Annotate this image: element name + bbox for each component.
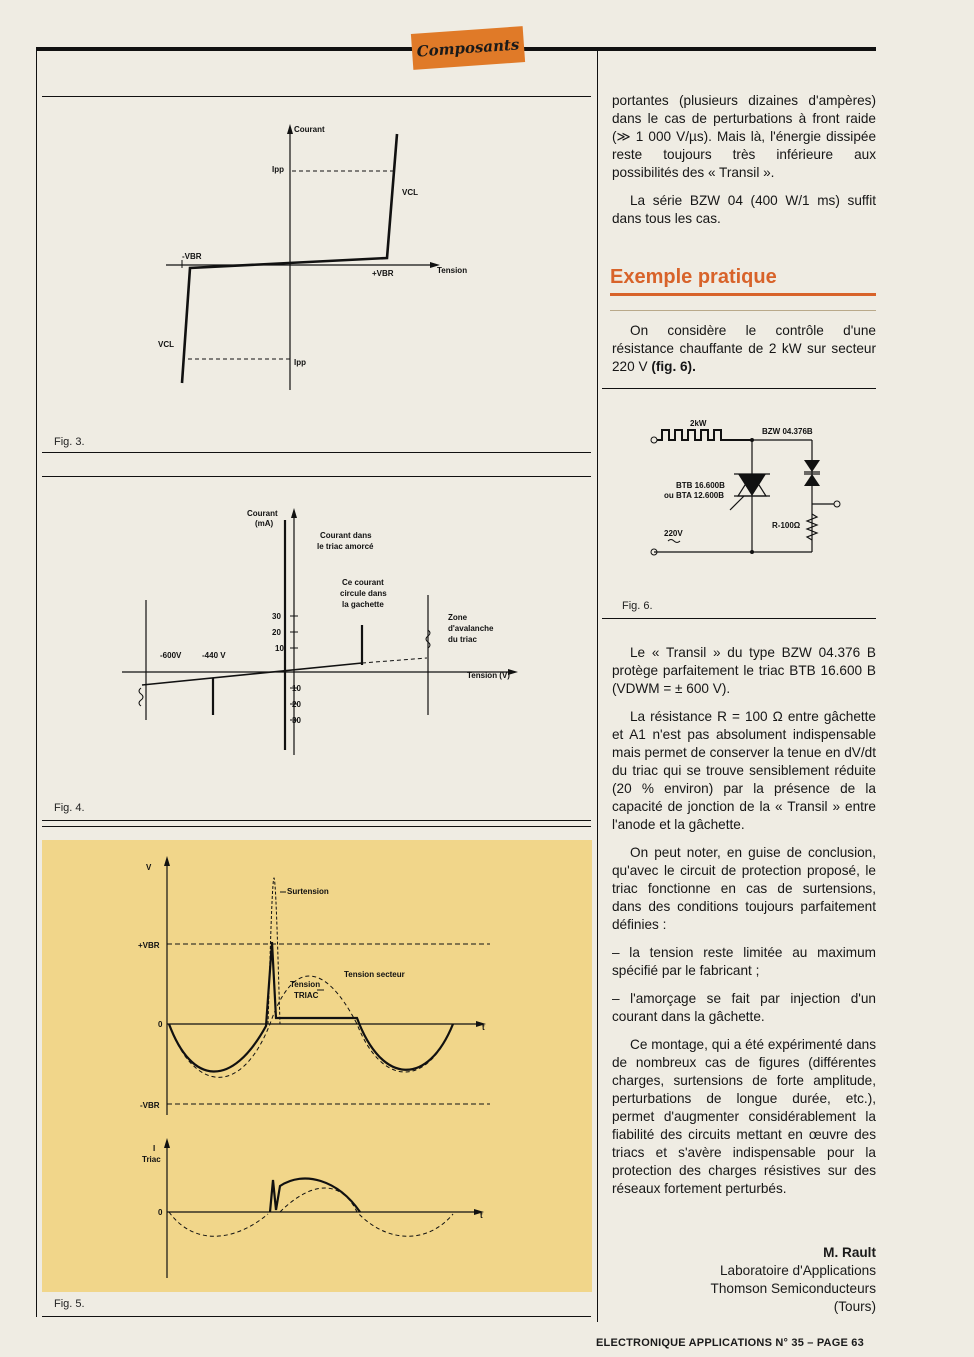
fig6-caption: Fig. 6.: [622, 600, 653, 612]
paragraph-2: La série BZW 04 (400 W/1 ms) suffit dans tous les cas.: [612, 193, 876, 226]
fig5-neg-vbr-label: -VBR: [140, 1101, 160, 1110]
fig4-zone-line1: Zone: [448, 613, 468, 622]
fig5-top-rule: [42, 826, 591, 827]
fig6-btb-line1: BTB 16.600B: [676, 481, 725, 490]
left-rule: [36, 47, 37, 1317]
fig3-vcl-left-label: VCL: [158, 340, 174, 349]
fig4-zone-line3: du triac: [448, 635, 477, 644]
fig5-triac-label: Triac: [142, 1155, 161, 1164]
paragraph-3-text: On considère le contrôle d'une résistance chauffante de 2 kW sur secteur 220 V: [612, 323, 876, 374]
paragraph-6: On peut noter, en guise de conclusion, qu'avec le circuit de protection proposé, le triac fonctionne en cas de surtensions, dans des conditions toujours parfaitement définies :: [612, 845, 876, 932]
section-tag: Composants: [411, 26, 525, 70]
fig4-600v-label: -600V: [160, 651, 182, 660]
page-footer: ELECTRONIQUE APPLICATIONS N° 35 – PAGE 63: [596, 1337, 864, 1349]
author-city: (Tours): [833, 1299, 876, 1314]
text-column-main: [612, 644, 876, 1208]
fig3-tension-label: Tension: [437, 266, 468, 275]
author-name: M. Rault: [823, 1245, 876, 1260]
fig6-top-rule: [602, 388, 876, 389]
fig5-t-bottom-label: t: [480, 1211, 483, 1220]
paragraph-4: Le « Transil » du type BZW 04.376 B protège parfaitement le triac BTB 16.600 B (VDWM = ± 600 V).: [612, 645, 876, 696]
fig4-gachette-line1: Ce courant: [342, 578, 384, 587]
fig4-courant-label: Courant: [247, 509, 278, 518]
fig6-btb-line2: ou BTA 12.600B: [664, 491, 725, 500]
fig5-surtension-label: Surtension: [287, 887, 329, 896]
paragraph-8: – l'amorçage se fait par injection d'un courant dans la gâchette.: [612, 991, 876, 1024]
fig4-tick-10: 10: [275, 644, 284, 653]
fig5-diagram: [42, 840, 592, 1292]
paragraph-5: La résistance R = 100 Ω entre gâchette et A1 n'est pas absolument indispensable mais permet de conserver la tenue en dV/dt du triac qui se trouve sensiblement réduite (20 % environ) par la présence de la capacité de jonction de la « Transil » entre l'anode et la gâchette.: [612, 709, 876, 832]
fig4-diagram: [42, 480, 591, 790]
fig5-bottom-rule: [42, 1316, 591, 1317]
fig4-tick-20: 20: [272, 628, 281, 637]
fig3-neg-vbr-label: -VBR: [182, 252, 202, 261]
fig3-courant-label: Courant: [294, 125, 325, 134]
fig6-bottom-rule: [602, 618, 876, 619]
fig5-tension-secteur-label: Tension secteur: [344, 970, 405, 979]
fig4-gachette-line3: la gachette: [342, 600, 384, 609]
fig4-tick-neg20: 20: [292, 700, 301, 709]
fig5-t-top-label: t: [482, 1023, 485, 1032]
fig4-tick-30: 30: [272, 612, 281, 621]
fig4-tick-neg10: 10: [292, 684, 301, 693]
fig4-caption: Fig. 4.: [54, 802, 85, 814]
fig4-440v-label: -440 V: [202, 651, 226, 660]
fig4-unit-label: (mA): [255, 519, 274, 528]
fig6-power-label: 2kW: [690, 419, 707, 428]
fig4-tension-label: Tension (V): [467, 671, 510, 680]
fig3-ipp-bottom-label: Ipp: [294, 358, 306, 367]
fig3-bottom-rule: [42, 452, 591, 453]
fig3-ipp-top-label: Ipp: [272, 165, 284, 174]
fig5-zero-bottom-label: 0: [158, 1208, 163, 1217]
column-separator: [597, 47, 598, 1322]
fig3-caption: Fig. 3.: [54, 436, 85, 448]
fig5-caption: Fig. 5.: [54, 1298, 85, 1310]
fig4-courant-triac-line1: Courant dans: [320, 531, 372, 540]
fig6-mains-label: 220V: [664, 529, 683, 538]
fig4-top-rule: [42, 476, 591, 477]
fig6-schematic: [602, 404, 876, 574]
text-intro: [612, 322, 876, 386]
paragraph-3: [612, 322, 876, 376]
paragraph-1: portantes (plusieurs dizaines d'ampères) dans le cas de perturbations à front raide (≫ 1 000 V/µs). Mais là, l'énergie dissipée reste toujours très inférieure aux possibilités des « Transil ».: [612, 93, 876, 180]
fig3-vcl-right-label: VCL: [402, 188, 418, 197]
fig6-resistor-label: R-100Ω: [772, 521, 801, 530]
paragraph-3-figref: (fig. 6).: [651, 359, 696, 374]
section-heading: Exemple pratique: [610, 266, 876, 296]
fig4-courant-triac-line2: le triac amorcé: [317, 542, 374, 551]
author-lab: Laboratoire d'Applications: [719, 1263, 876, 1278]
fig5-i-label: I: [153, 1144, 156, 1153]
fig4-gachette-line2: circule dans: [340, 589, 387, 598]
paragraph-9: Ce montage, qui a été expérimenté dans de nombreux cas de figures (différentes charges, surtensions de forte amplitude, perturbations de longue durée, etc.), permet d'augmenter considérablement la fiabilité des circuits mettant en œuvre des triacs et s'avère indispensable pour la protection des charges résistives sur des réseaux fortement perturbés.: [612, 1037, 876, 1196]
fig5-v-label: V: [146, 863, 152, 872]
paragraph-7: – la tension reste limitée au maximum spécifié par le fabricant ;: [612, 945, 876, 978]
author-block: [612, 1244, 876, 1316]
fig4-bottom-rule: [42, 820, 591, 821]
fig5-zero-top-label: 0: [158, 1020, 163, 1029]
fig3-diagram: [42, 100, 591, 430]
fig4-tick-neg30: 30: [292, 716, 301, 725]
fig4-zone-line2: d'avalanche: [448, 624, 494, 633]
fig5-pos-vbr-label: +VBR: [138, 941, 160, 950]
fig3-pos-vbr-label: +VBR: [372, 269, 394, 278]
fig5-tension-triac-line2: TRIAC: [294, 991, 319, 1000]
fig3-top-rule: [42, 96, 591, 97]
fig5-tension-triac-line1: Tension: [290, 980, 321, 989]
heading-rule: [610, 310, 876, 311]
text-column-top: [612, 92, 876, 238]
author-company: Thomson Semiconducteurs: [710, 1281, 876, 1296]
fig6-bzw-label: BZW 04.376B: [762, 427, 813, 436]
